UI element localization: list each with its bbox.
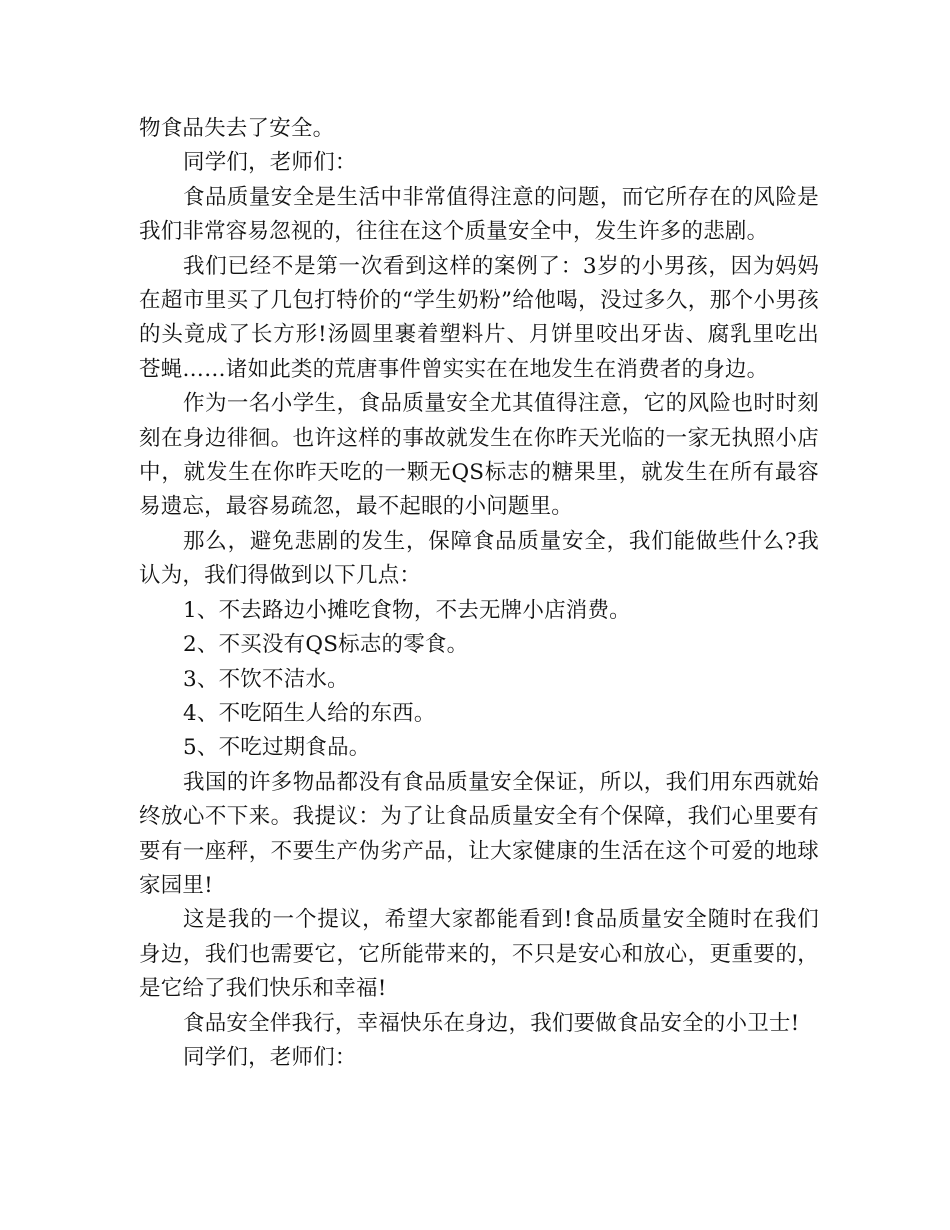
paragraph-salutation: 同学们，老师们： — [183, 1044, 357, 1070]
list-item: 3、不饮不洁水。 — [183, 666, 349, 692]
paragraph-salutation: 同学们，老师们： — [183, 150, 357, 176]
paragraph: 食品安全伴我行，幸福快乐在身边，我们要做食品安全的小卫士! — [183, 1010, 800, 1036]
paragraph-continuation: 物食品失去了安全。 — [139, 116, 335, 141]
list-item: 1、不去路边小摊吃食物，不去无牌小店消费。 — [183, 597, 631, 623]
paragraph: 那么，避免悲剧的发生，保障食品质量安全，我们能做些什么?我认为，我们得做到以下几点： — [139, 528, 819, 589]
paragraph: 食品质量安全是生活中非常值得注意的问题，而它所存在的风险是我们非常容易忽视的，往往在这个质量安全中，发生许多的悲剧。 — [139, 184, 819, 245]
list-item: 2、不买没有QS标志的零食。 — [183, 632, 469, 658]
paragraph: 作为一名小学生，食品质量安全尤其值得注意，它的风险也时时刻刻在身边徘徊。也许这样的事故就发生在你昨天光临的一家无执照小店中，就发生在你昨天吃的一颗无QS标志的糖果里，就发生在所有最容易遗忘，最容易疏忽，最不起眼的小问题里。 — [139, 391, 819, 520]
document-body — [139, 112, 819, 1075]
list-item: 5、不吃过期食品。 — [183, 735, 371, 761]
paragraph: 我国的许多物品都没有食品质量安全保证，所以，我们用东西就始终放心不下来。我提议：为了让食品质量安全有个保障，我们心里要有要有一座秤，不要生产伪劣产品，让大家健康的生活在这个可爱的地球家园里! — [139, 769, 819, 898]
paragraph: 这是我的一个提议，希望大家都能看到!食品质量安全随时在我们身边，我们也需要它，它所能带来的，不只是安心和放心，更重要的，是它给了我们快乐和幸福! — [139, 907, 819, 1002]
paragraph: 我们已经不是第一次看到这样的案例了：3岁的小男孩，因为妈妈在超市里买了几包打特价的“学生奶粉”给他喝，没过多久，那个小男孩的头竟成了长方形!汤圆里裹着塑料片、月饼里咬出牙齿、腐乳里吃出苍蝇……诸如此类的荒唐事件曾实实在在地发生在消费者的身边。 — [139, 253, 819, 382]
list-item: 4、不吃陌生人给的东西。 — [183, 700, 436, 726]
